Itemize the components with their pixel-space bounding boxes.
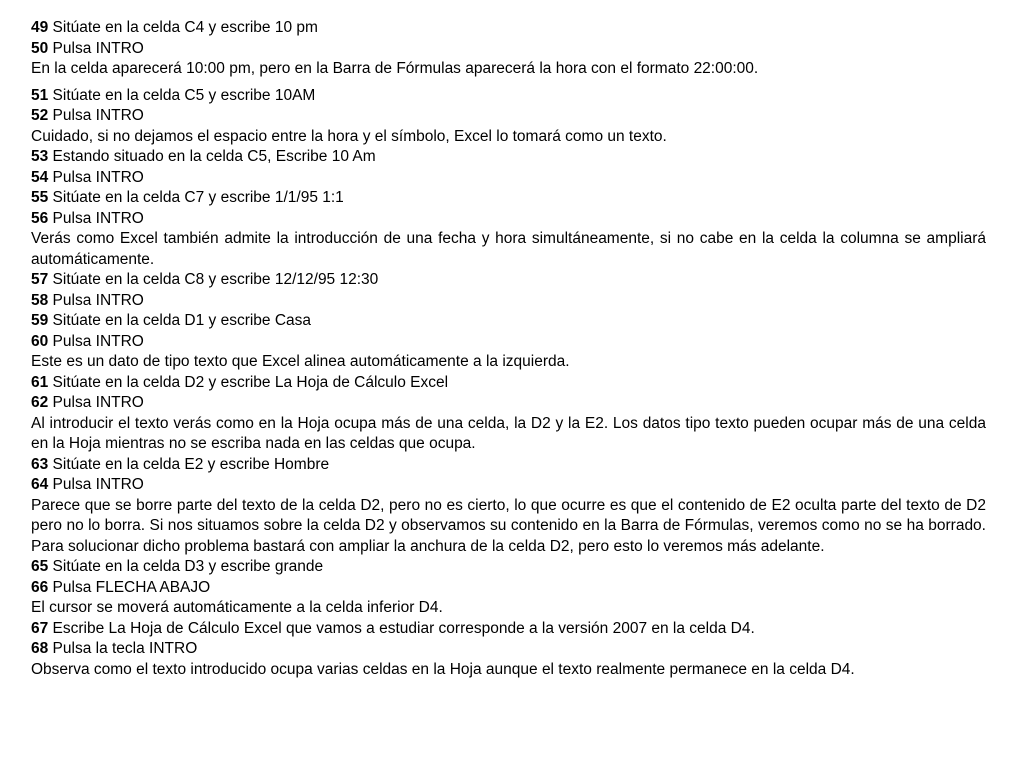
step-line bbox=[31, 106, 986, 127]
step-number: 52 bbox=[31, 107, 49, 124]
step-number: 66 bbox=[31, 578, 49, 596]
step-text: Pulsa INTRO bbox=[48, 39, 144, 57]
step-text: Pulsa INTRO bbox=[48, 168, 144, 186]
step-text: Pulsa INTRO bbox=[48, 332, 144, 350]
step-number: 65 bbox=[31, 558, 49, 575]
explanation-line bbox=[31, 496, 986, 558]
step-line bbox=[31, 311, 986, 332]
step-line bbox=[31, 270, 986, 291]
step-number: 59 bbox=[31, 312, 49, 329]
step-line bbox=[31, 578, 986, 599]
explanation-text: Observa como el texto introducido ocupa varias celdas en la Hoja aunque el texto realmente permanece en la celda D4. bbox=[31, 660, 855, 678]
step-text: Pulsa INTRO bbox=[48, 291, 144, 309]
explanation-line bbox=[31, 127, 986, 148]
document-page bbox=[31, 18, 986, 680]
step-line bbox=[31, 168, 986, 189]
explanation-line bbox=[31, 59, 986, 80]
instruction-block bbox=[31, 18, 986, 80]
step-text: Sitúate en la celda D1 y escribe Casa bbox=[48, 312, 312, 329]
step-number: 56 bbox=[31, 209, 49, 227]
step-text: Sitúate en la celda C7 y escribe 1/1/95 1:1 bbox=[48, 189, 344, 206]
step-text: Escribe La Hoja de Cálculo Excel que vamos a estudiar corresponde a la versión 2007 en la celda D4. bbox=[48, 619, 755, 637]
step-line bbox=[31, 455, 986, 476]
step-line bbox=[31, 639, 986, 660]
step-text: Pulsa INTRO bbox=[48, 394, 144, 411]
step-text: Sitúate en la celda D3 y escribe grande bbox=[48, 558, 324, 575]
step-line bbox=[31, 18, 986, 39]
step-line bbox=[31, 475, 986, 496]
step-number: 57 bbox=[31, 271, 49, 288]
explanation-text: Este es un dato de tipo texto que Excel alinea automáticamente a la izquierda. bbox=[31, 353, 570, 370]
step-number: 67 bbox=[31, 619, 49, 637]
step-line bbox=[31, 39, 986, 60]
step-text: Sitúate en la celda C5 y escribe 10AM bbox=[48, 86, 316, 104]
step-number: 62 bbox=[31, 394, 49, 411]
explanation-line bbox=[31, 660, 986, 681]
instruction-block bbox=[31, 86, 986, 681]
step-text: Sitúate en la celda E2 y escribe Hombre bbox=[48, 455, 330, 473]
step-line bbox=[31, 291, 986, 312]
step-number: 63 bbox=[31, 455, 49, 473]
step-number: 64 bbox=[31, 476, 49, 493]
step-line bbox=[31, 393, 986, 414]
step-number: 55 bbox=[31, 189, 49, 206]
step-line bbox=[31, 86, 986, 107]
step-line bbox=[31, 373, 986, 394]
explanation-text: El cursor se moverá automáticamente a la celda inferior D4. bbox=[31, 599, 443, 616]
step-text: Pulsa INTRO bbox=[48, 476, 144, 493]
explanation-text: Parece que se borre parte del texto de la celda D2, pero no es cierto, lo que ocurre es que el contenido de E2 oculta parte del texto de D2 pero no lo borra. Si nos situamos sobre la celda D2 y observamos su contenido en la Barra de Fórmulas, veremos como no se ha borrado. Para solucionar dicho problema bastará con ampliar la anchura de la celda D2, pero esto lo veremos más adelante. bbox=[31, 496, 986, 555]
step-text: Pulsa FLECHA ABAJO bbox=[48, 578, 211, 596]
explanation-text: En la celda aparecerá 10:00 pm, pero en la Barra de Fórmulas aparecerá la hora con el formato 22:00:00. bbox=[31, 60, 759, 77]
step-number: 50 bbox=[31, 39, 49, 57]
step-number: 60 bbox=[31, 332, 49, 350]
step-text: Pulsa INTRO bbox=[48, 209, 144, 227]
step-line bbox=[31, 332, 986, 353]
step-line bbox=[31, 619, 986, 640]
step-text: Sitúate en la celda C8 y escribe 12/12/95 12:30 bbox=[48, 271, 379, 288]
step-number: 68 bbox=[31, 640, 49, 657]
step-line bbox=[31, 557, 986, 578]
step-text: Pulsa INTRO bbox=[48, 107, 144, 124]
explanation-text: Verás como Excel también admite la introducción de una fecha y hora simultáneamente, si no cabe en la celda la columna se ampliará automáticamente. bbox=[31, 230, 986, 268]
explanation-line bbox=[31, 229, 986, 270]
explanation-line bbox=[31, 352, 986, 373]
step-number: 49 bbox=[31, 19, 49, 36]
step-text: Sitúate en la celda D2 y escribe La Hoja de Cálculo Excel bbox=[48, 373, 449, 391]
explanation-text: Al introducir el texto verás como en la Hoja ocupa más de una celda, la D2 y la E2. Los datos tipo texto pueden ocupar más de una celda en la Hoja mientras no se escriba nada en las celdas que ocupa. bbox=[31, 414, 986, 452]
step-number: 61 bbox=[31, 373, 49, 391]
explanation-text: Cuidado, si no dejamos el espacio entre la hora y el símbolo, Excel lo tomará como un texto. bbox=[31, 127, 667, 145]
step-text: Estando situado en la celda C5, Escribe 10 Am bbox=[48, 148, 376, 165]
step-number: 53 bbox=[31, 148, 49, 165]
step-number: 51 bbox=[31, 86, 49, 104]
step-number: 58 bbox=[31, 291, 49, 309]
step-number: 54 bbox=[31, 168, 49, 186]
explanation-line bbox=[31, 598, 986, 619]
step-line bbox=[31, 209, 986, 230]
step-line bbox=[31, 147, 986, 168]
explanation-line bbox=[31, 414, 986, 455]
step-text: Sitúate en la celda C4 y escribe 10 pm bbox=[48, 19, 318, 36]
step-line bbox=[31, 188, 986, 209]
step-text: Pulsa la tecla INTRO bbox=[48, 640, 198, 657]
